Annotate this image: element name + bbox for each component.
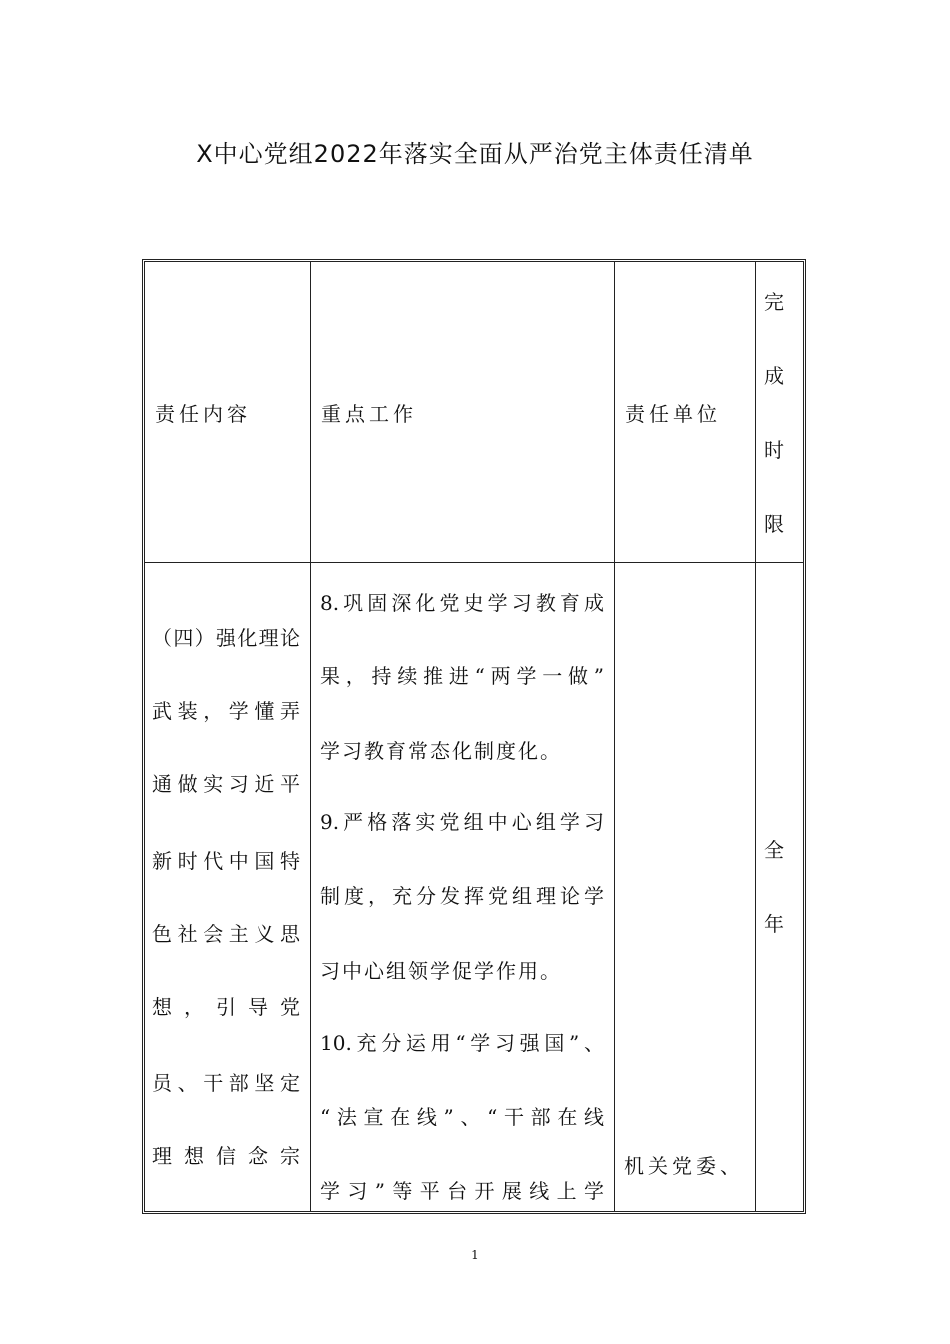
content-line: 武装，学懂弄 [152, 699, 300, 723]
work-line: 习中心组领学促学作用。 [320, 959, 562, 983]
header-deadline-char: 时 [764, 438, 784, 462]
page-title: X中心党组2022年落实全面从严治党主体责任清单 [196, 140, 754, 168]
work-line: 制度，充分发挥党组理论学 [320, 884, 604, 908]
work-line: 10.充分运用“学习强国”、 [320, 1031, 604, 1055]
header-deadline-char: 限 [764, 512, 784, 536]
content-line: 通做实习近平 [152, 772, 300, 796]
unit-text: 机关党委、 [624, 1154, 744, 1178]
work-line: 果，持续推进“两学一做” [320, 664, 604, 688]
header-deadline-char: 完 [764, 290, 784, 314]
header-work: 重点工作 [321, 401, 417, 426]
header-content: 责任内容 [155, 401, 251, 426]
header-deadline-char: 成 [764, 364, 784, 388]
page-number: 1 [471, 1248, 479, 1262]
content-line: 色社会主义思 [152, 922, 300, 946]
work-line: 学习教育常态化制度化。 [320, 739, 562, 763]
column-divider [755, 262, 756, 1211]
content-line: 新时代中国特 [152, 849, 300, 873]
deadline-char: 全 [764, 838, 784, 862]
content-line: （四）强化理论 [152, 626, 300, 650]
row-divider [145, 562, 803, 563]
content-line: 想，引导党 [152, 995, 300, 1019]
header-unit: 责任单位 [625, 401, 721, 426]
work-line: 学习”等平台开展线上学 [320, 1179, 604, 1203]
work-line: 8.巩固深化党史学习教育成 [320, 591, 604, 615]
content-line: 员、干部坚定 [152, 1071, 300, 1095]
work-line: 9.严格落实党组中心组学习 [320, 810, 604, 834]
content-line: 理想信念宗 [152, 1144, 300, 1168]
work-line: “法宣在线”、“干部在线 [320, 1105, 604, 1129]
deadline-char: 年 [764, 912, 784, 936]
